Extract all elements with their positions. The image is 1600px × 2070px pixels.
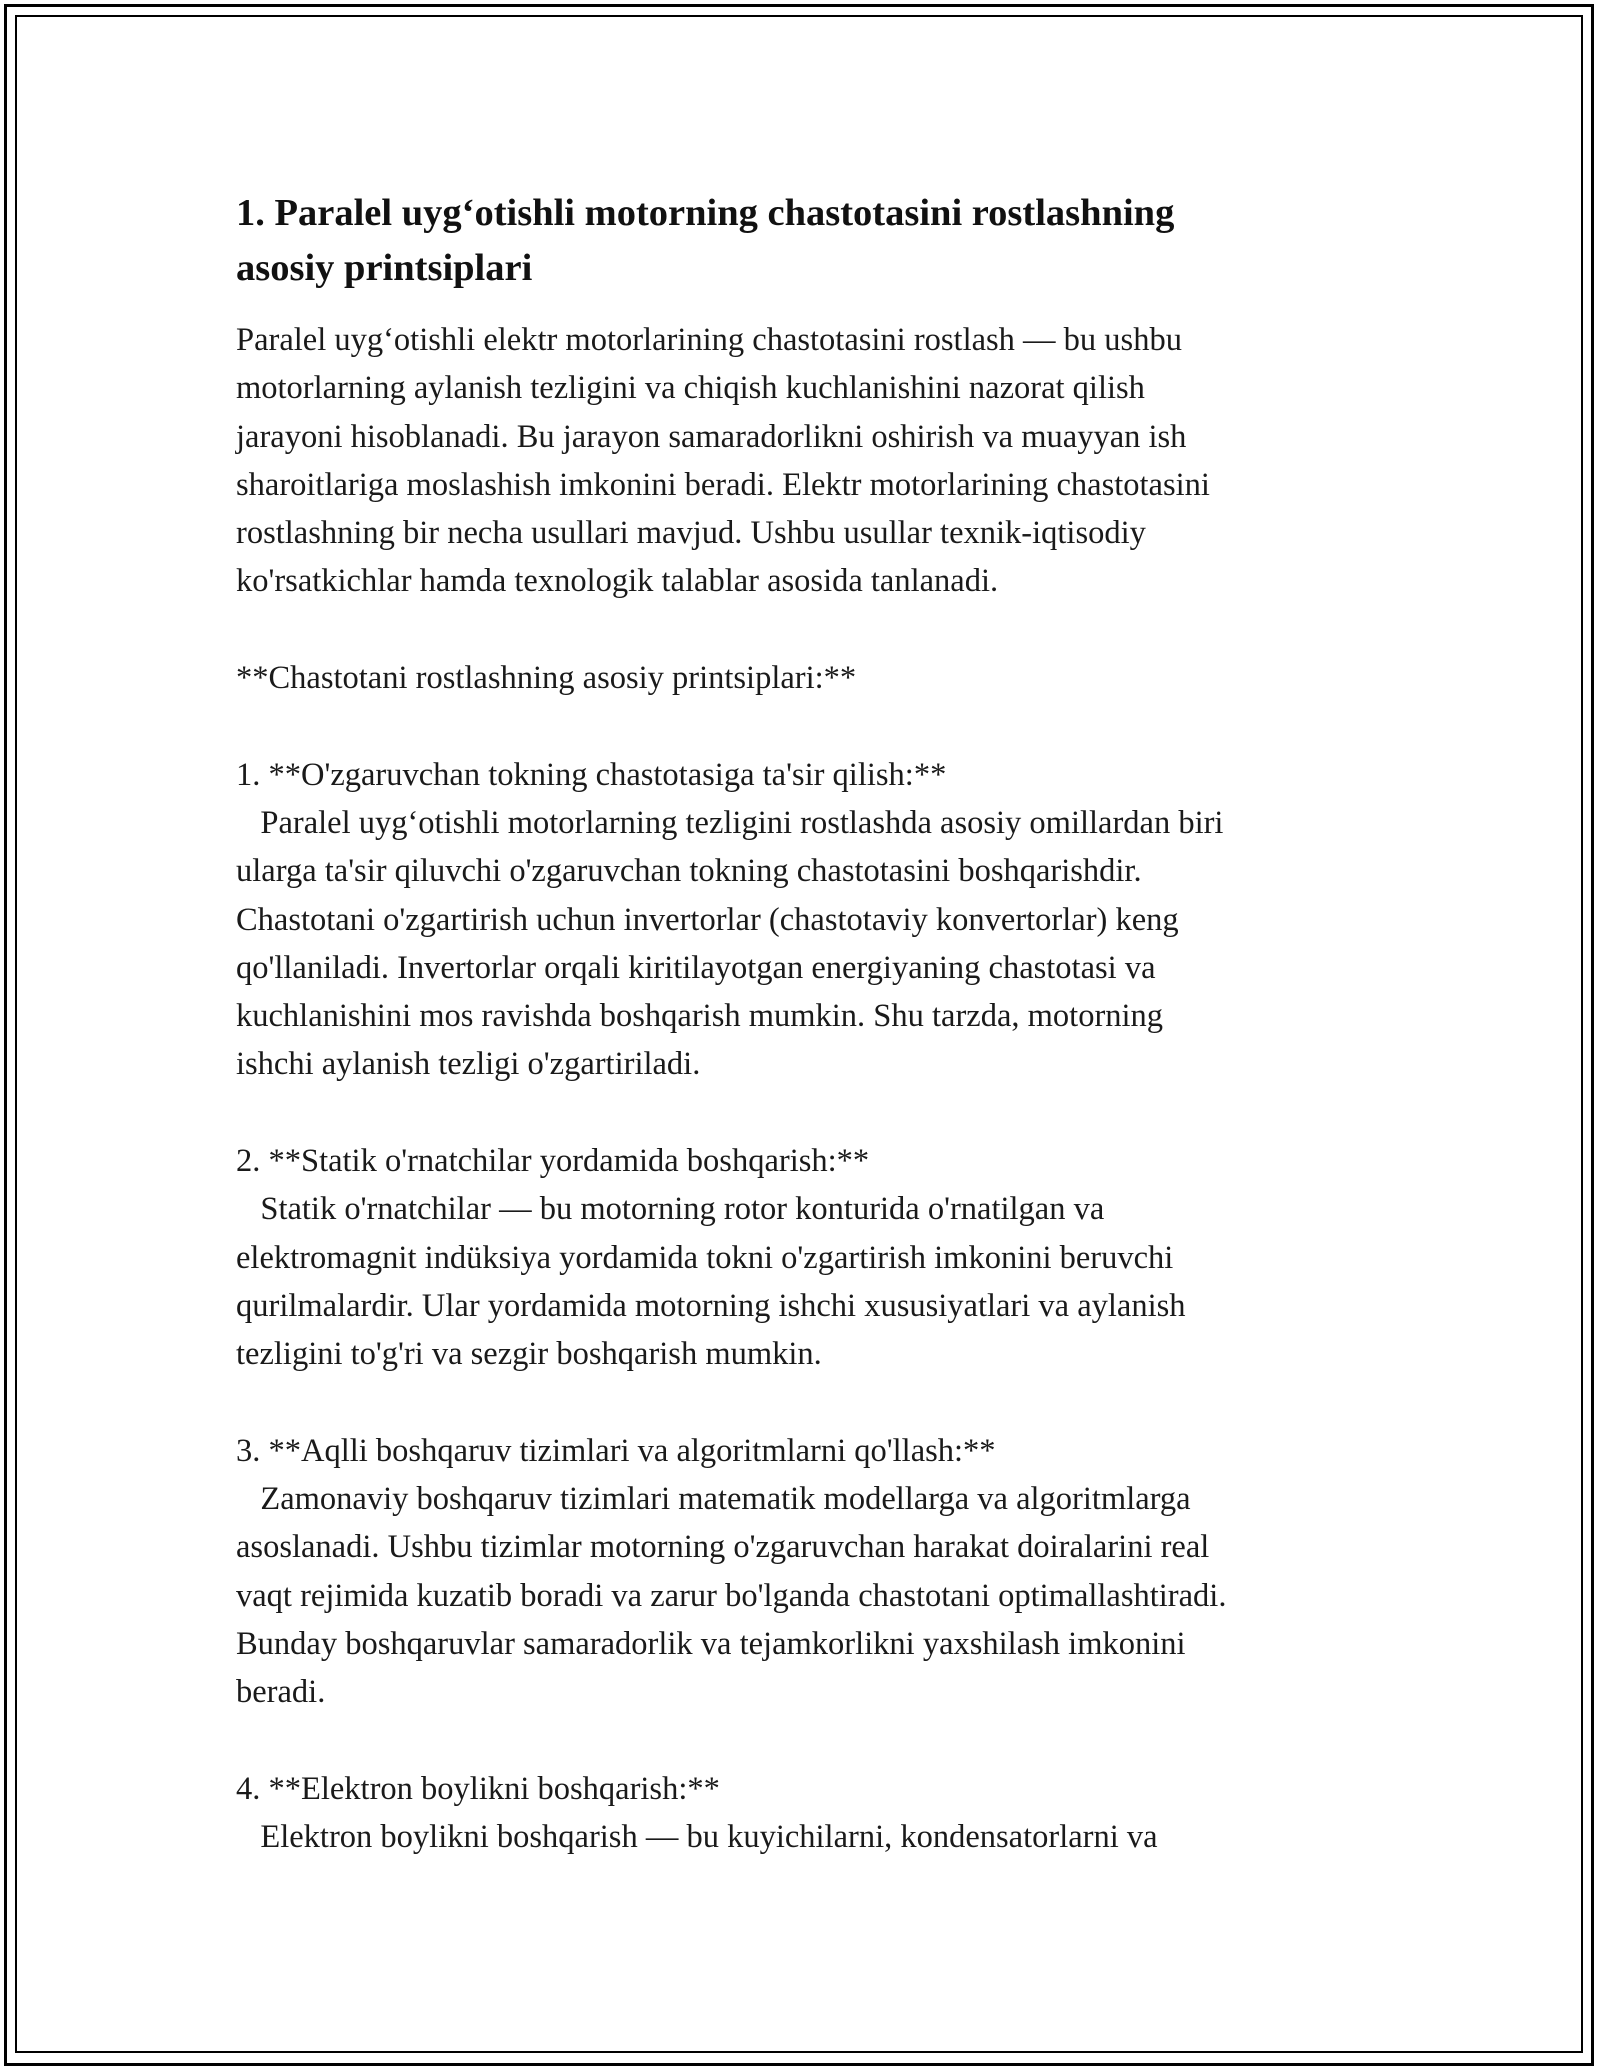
paragraph-line: jarayoni hisoblanadi. Bu jarayon samaradorlikni oshirish va muayyan ish	[236, 418, 1187, 455]
section-3	[236, 1427, 1386, 1717]
heading-line-1: 1. Paralel uyg‘otishli motorning chastotasini rostlashning	[236, 192, 1175, 234]
paragraph-line: motorlarning aylanish tezligini va chiqish kuchlanishini nazorat qilish	[236, 370, 1145, 407]
section-1	[236, 751, 1386, 1089]
paragraph-line: elektromagnit indüksiya yordamida tokni o'zgartirish imkonini beruvchi	[236, 1239, 1174, 1276]
document-heading	[236, 186, 1386, 296]
paragraph-line: Paralel uyg‘otishli motorlarning tezligini rostlashda asosiy omillardan biri	[236, 804, 1224, 841]
blank-line	[236, 1379, 1386, 1427]
blank-line	[236, 1717, 1386, 1765]
paragraph-line: Elektron boylikni boshqarish — bu kuyichilarni, kondensatorlarni va	[236, 1819, 1158, 1856]
paragraph-line: Bunday boshqaruvlar samaradorlik va tejamkorlikni yaxshilash imkonini	[236, 1626, 1186, 1663]
document-body	[236, 186, 1386, 1862]
section-title: 1. **O'zgaruvchan tokning chastotasiga ta'sir qilish:**	[236, 756, 947, 793]
section-4	[236, 1765, 1386, 1862]
paragraph-line: ishchi aylanish tezligi o'zgartiriladi.	[236, 1046, 701, 1083]
paragraph-line: rostlashning bir necha usullari mavjud. Ushbu usullar texnik-iqtisodiy	[236, 515, 1146, 552]
paragraph-line: asoslanadi. Ushbu tizimlar motorning o'zgaruvchan harakat doiralarini real	[236, 1529, 1210, 1566]
paragraph-line: sharoitlariga moslashish imkonini beradi. Elektr motorlarining chastotasini	[236, 466, 1210, 503]
paragraph-line: qurilmalardir. Ular yordamida motorning ishchi xususiyatlari va aylanish	[236, 1287, 1186, 1324]
paragraph-line: Statik o'rnatchilar — bu motorning rotor konturida o'rnatilgan va	[236, 1191, 1105, 1228]
paragraph-line: ko'rsatkichlar hamda texnologik talablar asosida tanlanadi.	[236, 563, 999, 600]
heading-line-2: asosiy printsiplari	[236, 247, 533, 289]
blank-line	[236, 702, 1386, 750]
paragraph-line: qo'llaniladi. Invertorlar orqali kiritilayotgan energiyaning chastotasi va	[236, 949, 1156, 986]
section-title: 2. **Statik o'rnatchilar yordamida boshqarish:**	[236, 1143, 870, 1180]
paragraph-line: Paralel uyg‘otishli elektr motorlarining chastotasini rostlash — bu ushbu	[236, 322, 1182, 358]
section-title: 3. **Aqlli boshqaruv tizimlari va algoritmlarni qo'llash:**	[236, 1432, 996, 1469]
blank-line	[236, 1089, 1386, 1137]
intro-paragraph	[236, 316, 1386, 606]
principles-heading: **Chastotani rostlashning asosiy printsiplari:**	[236, 660, 857, 697]
paragraph-line: Chastotani o'zgartirish uchun invertorlar (chastotaviy konvertorlar) keng	[236, 901, 1179, 938]
blank-line	[236, 606, 1386, 654]
paragraph-line: tezligini to'g'ri va sezgir boshqarish mumkin.	[236, 1336, 822, 1373]
paragraph-line: beradi.	[236, 1674, 326, 1711]
paragraph-line: Zamonaviy boshqaruv tizimlari matematik modellarga va algoritmlarga	[236, 1481, 1191, 1518]
paragraph-line: vaqt rejimida kuzatib boradi va zarur bo'lganda chastotani optimallashtiradi.	[236, 1577, 1227, 1614]
section-title: 4. **Elektron boylikni boshqarish:**	[236, 1770, 720, 1807]
section-2	[236, 1137, 1386, 1378]
paragraph-line: ularga ta'sir qiluvchi o'zgaruvchan tokning chastotasini boshqarishdir.	[236, 853, 1142, 890]
paragraph-line: kuchlanishini mos ravishda boshqarish mumkin. Shu tarzda, motorning	[236, 998, 1164, 1035]
